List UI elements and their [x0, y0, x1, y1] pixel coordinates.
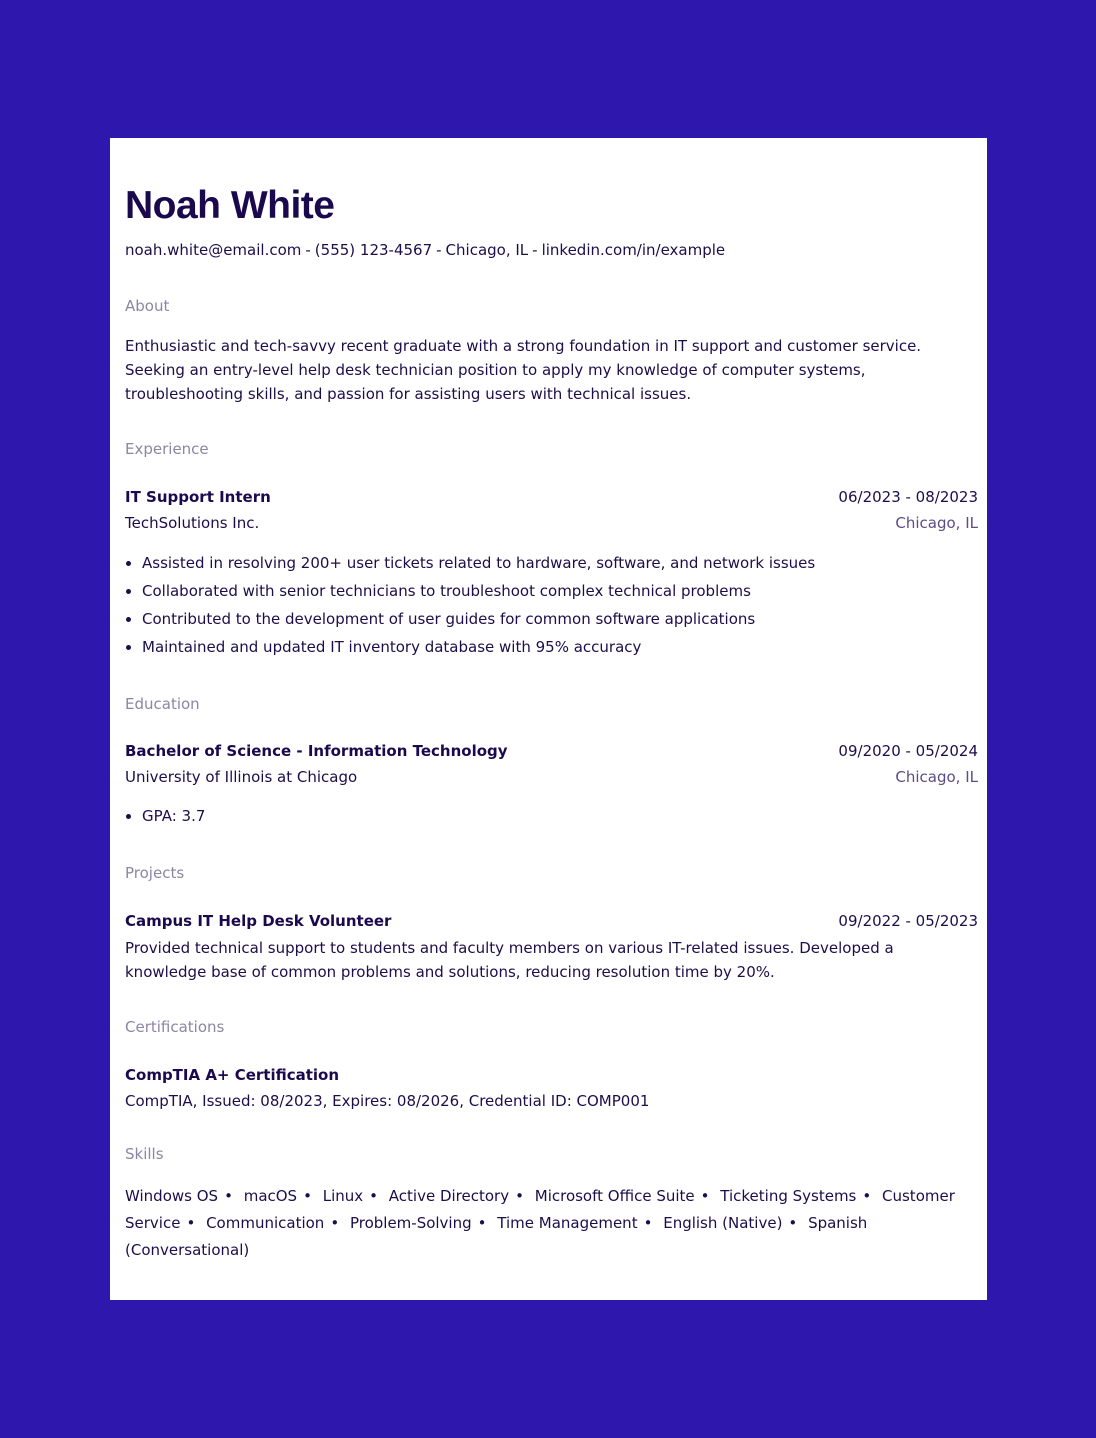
- list-item: • Contributed to the development of user guides for common software applications: [142, 610, 978, 628]
- skill-item: macOS: [243, 1187, 298, 1205]
- skill-item: Problem-Solving: [349, 1214, 472, 1232]
- education-school-row: [125, 768, 978, 786]
- certification-details: CompTIA, Issued: 08/2023, Expires: 08/2026, Credential ID: COMP001: [125, 1092, 650, 1110]
- skill-separator: •: [788, 1214, 798, 1232]
- project-dates: 09/2022 - 05/2023: [838, 912, 978, 930]
- contact-line: [125, 241, 978, 259]
- contact-phone[interactable]: (555) 123-4567: [314, 241, 433, 259]
- contact-linkedin[interactable]: linkedin.com/in/example: [541, 241, 726, 259]
- skill-item: Windows OS: [125, 1187, 219, 1205]
- contact-separator: -: [305, 241, 311, 259]
- experience-company-row: [125, 514, 978, 532]
- list-item: • Maintained and updated IT inventory database with 95% accuracy: [142, 638, 978, 656]
- experience-bullets: [125, 554, 978, 656]
- education-degree: Bachelor of Science - Information Technology: [125, 742, 508, 760]
- list-item: • GPA: 3.7: [142, 807, 978, 825]
- education-bullets: [125, 807, 978, 825]
- resume-name: Noah White: [125, 184, 335, 227]
- skill-separator: •: [643, 1214, 653, 1232]
- skill-separator: •: [477, 1214, 487, 1232]
- skill-separator: •: [186, 1214, 196, 1232]
- project-title-row: [125, 912, 978, 930]
- skill-item: Linux: [322, 1187, 364, 1205]
- resume-page: [110, 138, 987, 1300]
- experience-company: TechSolutions Inc.: [125, 514, 260, 532]
- contact-separator: -: [532, 241, 538, 259]
- education-entry: [125, 742, 978, 825]
- skill-item: Spanish (Conversational): [125, 1214, 868, 1259]
- contact-email[interactable]: noah.white@email.com: [125, 241, 302, 259]
- certification-name: CompTIA A+ Certification: [125, 1066, 340, 1084]
- skill-item: Time Management: [497, 1214, 638, 1232]
- experience-title: IT Support Intern: [125, 488, 271, 506]
- contact-location: Chicago, IL: [445, 241, 529, 259]
- section-label-experience: Experience: [125, 440, 209, 458]
- skill-item: Customer Service: [125, 1187, 955, 1232]
- skill-separator: •: [224, 1187, 233, 1205]
- certification-details-row: [125, 1092, 978, 1110]
- skill-item: English (Native): [663, 1214, 783, 1232]
- skill-item: Active Directory: [388, 1187, 510, 1205]
- education-location: Chicago, IL: [895, 768, 978, 786]
- project-description: Provided technical support to students and faculty members on various IT-related issues. Developed a knowledge base of common problems and solutions, reducing resolution time by 20%.: [125, 939, 894, 981]
- skill-separator: •: [330, 1214, 340, 1232]
- project-title: Campus IT Help Desk Volunteer: [125, 912, 392, 930]
- list-item: • Collaborated with senior technicians to troubleshoot complex technical problems: [142, 582, 978, 600]
- contact-separator: -: [436, 241, 442, 259]
- section-label-skills: Skills: [125, 1145, 164, 1163]
- skill-separator: •: [515, 1187, 524, 1205]
- skill-item: Microsoft Office Suite: [534, 1187, 695, 1205]
- skill-separator: •: [862, 1187, 872, 1205]
- section-label-education: Education: [125, 695, 200, 713]
- education-title-row: [125, 742, 978, 760]
- skill-separator: •: [700, 1187, 710, 1205]
- certification-entry: [125, 1066, 978, 1110]
- skill-separator: •: [303, 1187, 312, 1205]
- about-text: Enthusiastic and tech-savvy recent graduate with a strong foundation in IT support and customer service. Seeking an entry-level help desk technician position to apply my knowledge of computer systems, troubleshooting skills, and passion for assisting users with technical issues.: [125, 337, 922, 403]
- skills-list: [125, 1183, 978, 1264]
- skill-separator: •: [369, 1187, 379, 1205]
- section-label-about: About: [125, 297, 170, 315]
- certification-title-row: [125, 1066, 978, 1084]
- section-label-projects: Projects: [125, 864, 185, 882]
- education-school: University of Illinois at Chicago: [125, 768, 358, 786]
- experience-location: Chicago, IL: [895, 514, 978, 532]
- skill-item: Ticketing Systems: [720, 1187, 857, 1205]
- education-dates: 09/2020 - 05/2024: [838, 742, 978, 760]
- skill-item: Communication: [206, 1214, 325, 1232]
- section-label-certifications: Certifications: [125, 1018, 225, 1036]
- project-entry: [125, 912, 978, 984]
- experience-dates: 06/2023 - 08/2023: [838, 488, 978, 506]
- list-item: • Assisted in resolving 200+ user tickets related to hardware, software, and network issues: [142, 554, 978, 572]
- experience-entry: [125, 488, 978, 656]
- experience-title-row: [125, 488, 978, 506]
